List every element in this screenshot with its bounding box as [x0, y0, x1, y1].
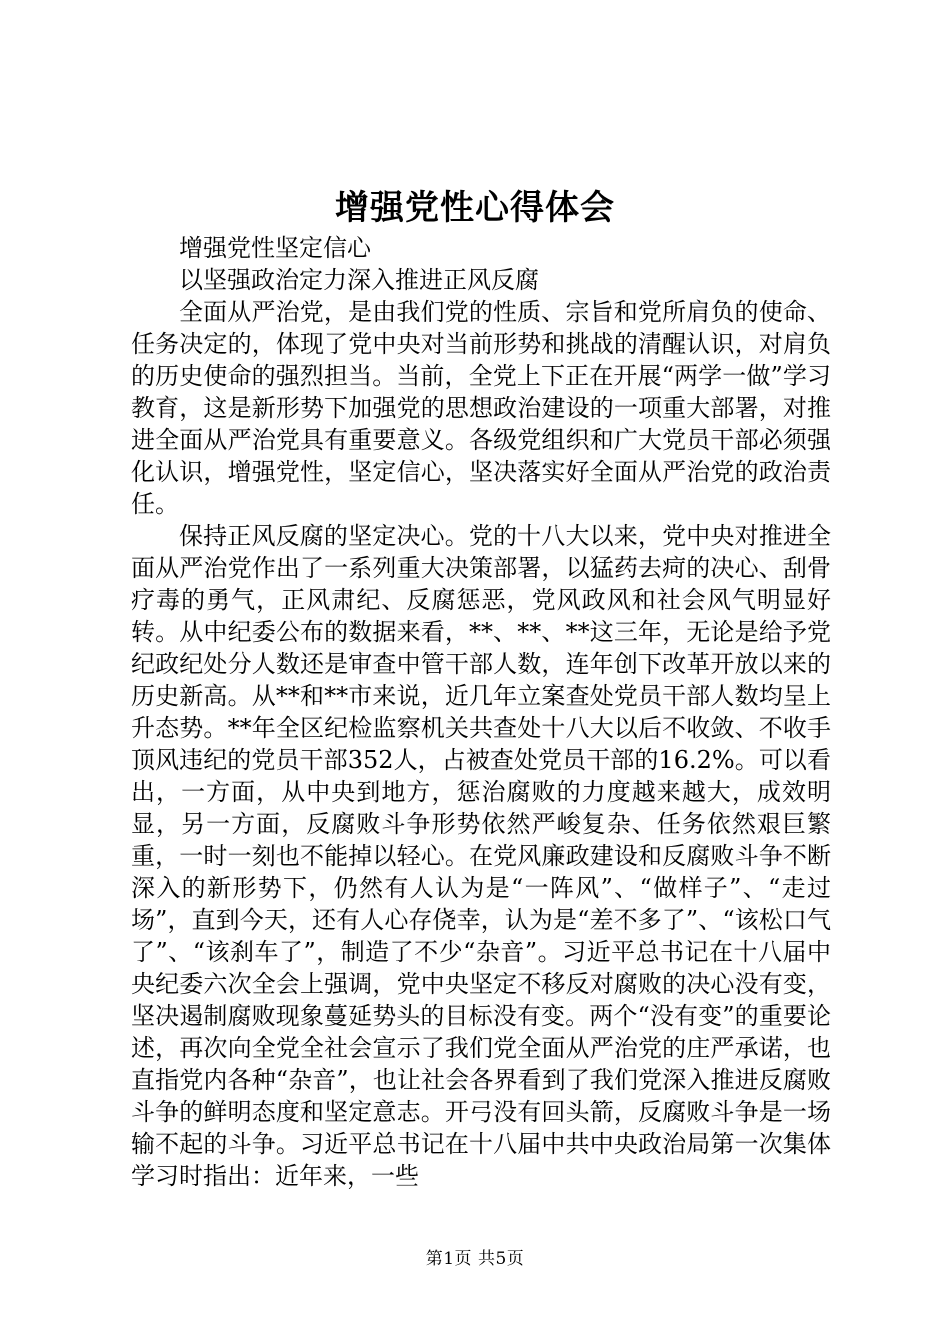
document-title: 增强党性心得体会 [335, 188, 615, 228]
subtitle-line-2: 以坚强政治定力深入推进正风反腐 [179, 266, 539, 294]
subtitle-line-1: 增强党性坚定信心 [179, 234, 371, 262]
page-number-footer: 第1页 共5页 [425, 1249, 525, 1269]
document-body [131, 232, 831, 1192]
body-paragraph-2: 保持正风反腐的坚定决心。党的十八大以来，党中央对推进全面从严治党作出了一系列重大决策部署，以猛药去疴的决心、刮骨疗毒的勇气，正风肃纪、反腐惩恶，党风政风和社会风气明显好转。从中纪委公布的数据来看，**、**、**这三年，无论是给予党纪政纪处分人数还是审查中管干部人数，连年创下改革开放以来的历史新高。从**和**市来说，近几年立案查处党员干部人数均呈上升态势。**年全区纪检监察机关共查处十八大以后不收敛、不收手顶风违纪的党员干部352人，占被查处党员干部的16.2%。可以看出，一方面，从中央到地方，惩治腐败的力度越来越大，成效明显，另一方面，反腐败斗争形势依然严峻复杂、任务依然艰巨繁重，一时一刻也不能掉以轻心。在党风廉政建设和反腐败斗争不断深入的新形势下，仍然有人认为是“一阵风”、“做样子”、“走过场”，直到今天，还有人心存侥幸，认为是“差不多了”、“该松口气了”、“该刹车了”，制造了不少“杂音”。习近平总书记在十八届中央纪委六次全会上强调，党中央坚定不移反对腐败的决心没有变，坚决遏制腐败现象蔓延势头的目标没有变。两个“没有变”的重要论述，再次向全党全社会宣示了我们党全面从严治党的庄严承诺，也直指党内各种“杂音”，也让社会各界看到了我们党深入推进反腐败斗争的鲜明态度和坚定意志。开弓没有回头箭，反腐败斗争是一场输不起的斗争。习近平总书记在十八届中共中央政治局第一次集体学习时指出：近年来，一些 [131, 522, 831, 1190]
body-paragraph-1: 全面从严治党，是由我们党的性质、宗旨和党所肩负的使命、任务决定的，体现了党中央对当前形势和挑战的清醒认识，对肩负的历史使命的强烈担当。当前，全党上下正在开展“两学一做”学习教育，这是新形势下加强党的思想政治建设的一项重大部署，对推进全面从严治党具有重要意义。各级党组织和广大党员干部必须强化认识，增强党性，坚定信心，坚决落实好全面从严治党的政治责任。 [131, 298, 831, 518]
